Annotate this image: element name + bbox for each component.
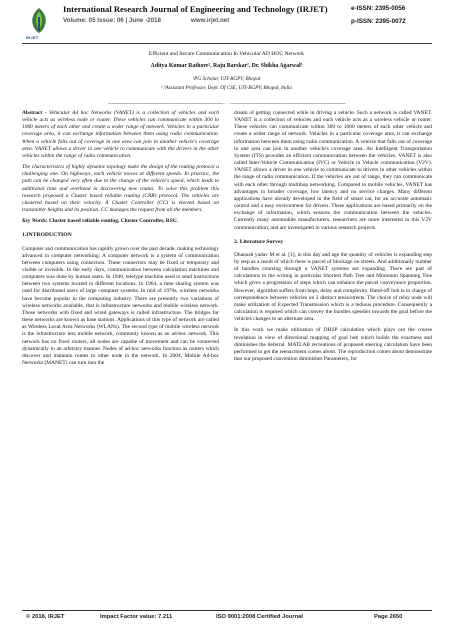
paper-title: Efficient and Secure Communication In Vehicular AD HOC Network (148, 51, 305, 57)
journal-website[interactable]: www.irjet.net (191, 17, 230, 24)
abstract-label: Abstract (22, 110, 43, 116)
footer-rule (22, 610, 432, 611)
literature-heading: 2. Literature Survey (234, 238, 284, 245)
abstract (22, 110, 219, 160)
intro-heading: 1.INTRODUCTION (22, 232, 72, 239)
logo-text: IRJET (26, 35, 39, 40)
paper-authors: Aditya Kumar Rathore¹, Raju Barskar², Dr. Shikha Agarwal³ (150, 63, 303, 69)
literature-text-1: Dhanush yadav M et al. [1], in this day and age the quantity of vehicles is expanding step by step as a result of which there is parcel of blockage on streets. And additionally number of bundles coursing through a VANET systems are expanding. There are part of calculations in the writing in particular Shortest Path Tree and Minimum Spanning Tree which gives a progression of steps which can enhance the parcel conveyance proportion. However, algorithm suffers from hops, delay and complexity. Hand-off hub is in charge of correspondence between vehicles on 2 distinct areas/streets. The choice of relay node will make utilization of Expected Transmission which is a tedious procedure. Consequently a calculation is required which can convey the bundles speedier towards the goal before the vehicles changes to an alternate area. (234, 251, 432, 323)
irjet-logo (26, 7, 48, 40)
intro-text: Computer and communication has rapidly grown over the past decade, making technology advanced in computer networking. A computer network is a system of communication between computers using connectors. These connectors may be fixed or temporary and visible or invisible. In the early days, communication between calculation machines and computers was done by human users. In 1940, teletype machine used to send instructions between two systems located in different locations. In 1964, a time sharing system was used for distributed users of large computer systems. In mid of 1970s, wireless networks have become popular in the computing industry. There are presently two variations of wireless networks available, that is infrastructure networks and mobile wireless network. Those networks with fixed and wired gateways is called infrastructure. The bridges for these networks are known as base stations. Applications of this type of network are called as Wireless Local Area Networks (WLANs). The second type of mobile wireless network is the infrastructure less mobile network, commonly known as an ad-hoc network. This network has no fixed routers, all nodes are capable of movement and can be connected dynamically in an arbitrary manner. Nodes of ad-hoc networks function as routers which discover and maintain routes to other node in the network. In 2004, Mobile Ad-hoc Networks (MANET) can turn into the (22, 245, 219, 366)
abstract-text-2: The characteristics of highly dynamic topology make the design of the routing protocol a challenging one. On highways, each vehicle moves at different speeds. In practice, the path can be changed very often due to the change of the vehicle's speed, which leads to additional time and overhead in discovering new routes. To solve this problem this research proposed a Cluster based reliable routing (CRR) protocol. The vehicles are clustered based on their velocity. A Cluster Controller (CC) is elected based on transmitter heights and its position. CC manages the request from all the members. (22, 164, 219, 214)
footer-page: Page 2650 (374, 614, 403, 620)
abstract-text: - Vehicular Ad hoc Networks (VANET) is a collection of vehicles and each vehicle acts as wireless node or router. These vehicles can communicate within 300 to 1000 meters of each other and create a wider range of network. Vehicles in a particular coverage area, it can exchange information between them using radio communication. When a vehicle falls out of coverage in one area can join in another vehicle's coverage area. VANET allows a driver in one vehicle to communicate with the drivers in the other vehicles within the range of radio communication. (22, 110, 219, 159)
volume-issue: Volume: 05 Issue: 06 | June -2018 (63, 17, 161, 24)
irjet-logo-icon (28, 7, 50, 37)
footer-copyright: © 2018, IRJET (26, 614, 65, 620)
keywords (22, 218, 219, 225)
right-column (234, 110, 432, 367)
e-issn: e-ISSN: 2395-0056 (351, 5, 406, 12)
footer-iso: ISO 9001:2008 Certified Journal (216, 614, 303, 620)
keywords-label: Key Words (22, 218, 46, 225)
footer-impact: Impact Factor value: 7.211 (100, 614, 173, 620)
journal-title: International Research Journal of Engineering and Technology (IRJET) (63, 4, 328, 14)
affiliation-2: ²,³Assistant Professor, Dept. Of CSE, UIT-RGPV, Bhopal, India (161, 85, 292, 91)
affiliation-1: ¹PG Scholar, UIT-RGPV, Bhopal (192, 76, 261, 82)
journal-header (22, 3, 432, 47)
separator-stars: ---------------------------------------------------------------------***--------------------------------------------------------------------- (108, 103, 346, 107)
literature-text-2: In this work we make utilization of DHSP calculation which plays out the course revelation in view of directional mapping of goal hub which builds the exactness and diminishes the deferral. MATLAB recreations of proposed steering calculation have been performed to get the reenactment comes about. The reproduction comes about demonstrate that our proposed convention diminishes Parameters, for (234, 327, 432, 362)
journal-meta (63, 17, 230, 24)
keywords-text: : Cluster based reliable routing, Cluster Controller, RSU. (45, 218, 179, 225)
continued-text: dream of getting connected while in driving a vehicle. Such a network is called VANET. VANET is a collection of vehicles and each vehicle acts as a wireless vehicle or router. These vehicles can communicate within 300 to 1000 meters of each other vehicle and create a wider range of network. Vehicles in a particular coverage area, it can exchange information between them using radio communication. A vehicle that falls out of coverage in one area can join in another vehicle's coverage area. An Intelligent Transportation System (ITS) provides an efficient communication between the vehicles. VANET is also called Inter-Vehicle Communication (IVC) or Vehicle to Vehicle communication (V2V). VANET allows a driver in one vehicle to communicate to drivers in other vehicles within the range of radio communication. If the vehicles are out of range, they can communicate with each other through multihop networking. Compared to mobile vehicles, VANET has advantages in broader coverage, low latency and no service charges. Many different applications have already developed in the field of smart car, for an accurate automatic control and a easy environment for drivers. These applications are based primarily on the exchange of information, which ensures the communication between the vehicles. Currently many automobile manufacturers, researchers are more interested in this V2V communication, and are investigated in various research projects. (234, 110, 432, 231)
header-rule (22, 43, 432, 44)
left-column (22, 110, 219, 371)
p-issn: p-ISSN: 2395-0072 (351, 18, 406, 25)
